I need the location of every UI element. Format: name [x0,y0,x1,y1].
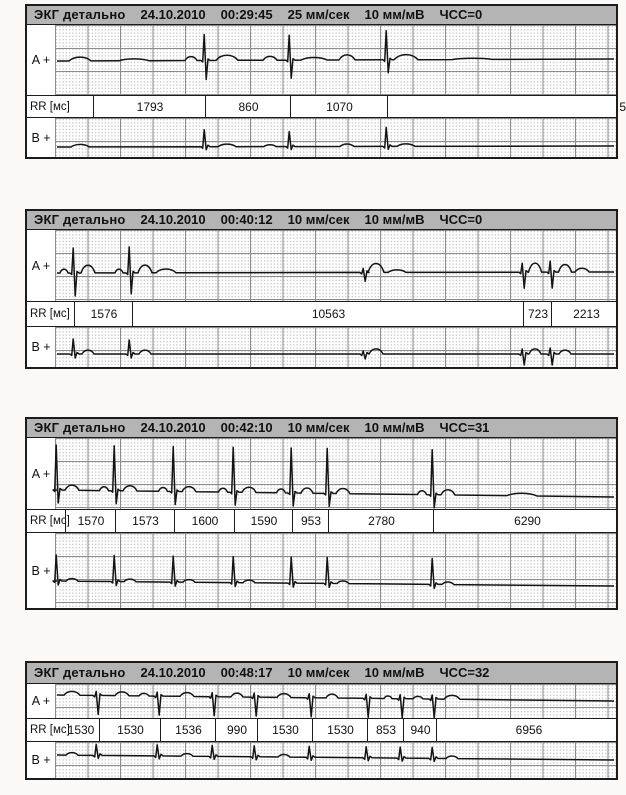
ecg-trace-b [55,742,616,778]
rr-value-cell: 5 [387,96,621,117]
rr-value-cell: 1530 [67,723,95,737]
ecg-waveform-path [57,247,614,296]
header-time: 00:40:12 [220,212,273,227]
header-heart-rate: ЧСС=32 [439,665,490,680]
header-gain: 10 мм/мВ [364,212,425,227]
ecg-panel-1 [25,4,626,159]
header-gain: 10 мм/мВ [364,7,425,22]
ecg-grid-b [55,742,616,778]
channel-b-strip [27,533,616,608]
ecg-grid-b [55,533,616,608]
ecg-waveform-path [57,691,614,718]
rr-label: RR [мс] [30,515,70,527]
rr-interval-row [27,509,616,533]
rr-label: RR [мс] [30,308,70,320]
header-date: 24.10.2010 [140,420,206,435]
ecg-grid-a [55,684,616,718]
ecg-waveform-path [53,445,614,508]
rr-value-cell: 940 [403,719,437,741]
ecg-trace-b [55,327,616,367]
header-date: 24.10.2010 [140,7,206,22]
channel-a-strip [27,438,616,509]
rr-value-cell: 1530 [257,719,313,741]
header-speed: 25 мм/сек [287,7,350,22]
header-heart-rate: ЧСС=0 [439,212,483,227]
header-title: ЭКГ детально [34,665,126,680]
rr-value-cell: 853 [367,719,404,741]
rr-value-cell: 1070 [290,96,388,117]
channel-a-strip [27,25,616,95]
rr-value-cell: 1530 [99,719,161,741]
ecg-waveform-path [53,555,614,588]
ecg-trace-a [55,25,616,95]
rr-value-cell: 1793 [93,96,206,117]
ecg-trace-b [55,533,616,608]
rr-label: RR [мс] [30,724,70,736]
channel-b-label: B + [27,118,55,157]
channel-a-strip [27,684,616,718]
header-title: ЭКГ детально [34,420,126,435]
ecg-panel-4 [25,661,618,780]
ecg-panel-3 [25,417,618,610]
ecg-grid-a [55,438,616,509]
ecg-trace-a [55,230,616,301]
channel-b-label: B + [27,533,55,608]
ecg-trace-b [55,118,616,157]
rr-value-cell: 6290 [433,510,621,532]
ecg-trace-a [55,684,616,718]
rr-value-cell: 2213 [551,302,621,326]
rr-value-cell: 860 [205,96,291,117]
rr-value-cell: 1576 [74,302,133,326]
header-date: 24.10.2010 [140,212,206,227]
ecg-trace-a [55,438,616,509]
rr-interval-row [27,718,616,742]
header-title: ЭКГ детально [34,7,126,22]
panel-header [27,419,616,438]
header-title: ЭКГ детально [34,212,126,227]
channel-a-label: A + [27,438,55,509]
header-time: 00:29:45 [220,7,273,22]
panel-header [27,663,616,684]
rr-value-cell: 1570 [65,510,116,532]
ecg-waveform-path [57,339,614,365]
rr-value-cell: 990 [215,719,258,741]
rr-value-cell: 1530 [312,719,368,741]
rr-value-cell: 1600 [174,510,235,532]
channel-a-label: A + [27,230,55,301]
rr-value-cell: 953 [292,510,329,532]
rr-value-cell: 1590 [234,510,293,532]
header-speed: 10 мм/сек [287,212,350,227]
ecg-grid-a [55,25,616,95]
header-time: 00:48:17 [220,665,273,680]
panel-header [27,6,616,25]
channel-b-strip [27,118,616,157]
rr-interval-row [27,95,626,118]
rr-value-cell: 1573 [115,510,175,532]
rr-label: RR [мс] [30,100,70,113]
ecg-waveform-path [57,127,614,149]
ecg-grid-b [55,118,616,157]
rr-value-cell: 1536 [160,719,216,741]
ecg-grid-a [55,230,616,301]
ecg-waveform-path [57,744,614,761]
channel-a-label: A + [27,25,55,95]
ecg-waveform-path [57,31,614,80]
header-heart-rate: ЧСС=0 [439,7,483,22]
ecg-panel-2 [25,209,618,369]
ecg-grid-b [55,327,616,367]
channel-a-strip [27,230,616,301]
rr-value-cell: 10563 [132,302,524,326]
header-heart-rate: ЧСС=31 [439,420,490,435]
channel-b-strip [27,327,616,367]
header-gain: 10 мм/мВ [364,665,425,680]
channel-b-label: B + [27,327,55,367]
header-date: 24.10.2010 [140,665,206,680]
header-speed: 10 мм/сек [287,665,350,680]
channel-b-label: B + [27,742,55,778]
channel-a-label: A + [27,684,55,718]
header-speed: 10 мм/сек [287,420,350,435]
channel-b-strip [27,742,616,778]
panel-header [27,211,616,230]
header-gain: 10 мм/мВ [364,420,425,435]
rr-value-cell: 2780 [328,510,434,532]
rr-value-cell: 6956 [436,719,621,741]
rr-value-cell: 723 [523,302,552,326]
rr-interval-row [27,301,616,327]
header-time: 00:42:10 [220,420,273,435]
